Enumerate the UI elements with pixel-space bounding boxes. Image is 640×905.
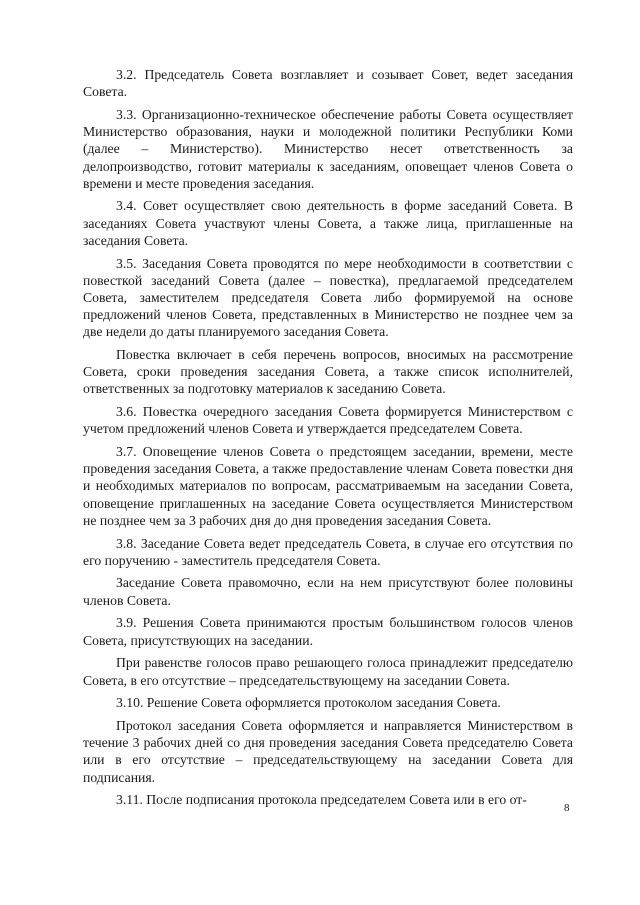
paragraph-3-9: 3.9. Решения Совета принимаются простым большинством голосов членов Совета, присутствующих на заседании. — [83, 615, 573, 648]
paragraph-tie-vote: При равенстве голосов право решающего голоса принадлежит председателю Совета, в его отсутствие – председательствующему на заседании Совета. — [83, 655, 573, 688]
paragraph-3-8: 3.8. Заседание Совета ведет председатель Совета, в случае его отсутствия по его поручению - заместитель председателя Совета. — [83, 535, 573, 568]
paragraph-agenda-contents: Повестка включает в себя перечень вопросов, вносимых на рассмотрение Совета, сроки проведения заседания Совета, а также список исполнителей, ответственных за подготовку материалов к заседанию Совета. — [83, 347, 573, 397]
paragraph-quorum: Заседание Совета правомочно, если на нем присутствуют более половины членов Совета. — [83, 575, 573, 608]
paragraph-3-11: 3.11. После подписания протокола председателем Совета или в его от- — [116, 792, 527, 808]
paragraph-protocol: Протокол заседания Совета оформляется и направляется Министерством в течение 3 рабочих дней со дня проведения заседания Совета председателю Совета или в его отсутствие – председательствующему на заседании Совета для подписания. — [83, 717, 573, 785]
paragraph-3-10: 3.10. Решение Совета оформляется протоколом заседания Совета. — [116, 695, 501, 711]
paragraph-3-3: 3.3. Организационно-техническое обеспечение работы Совета осуществляет Министерство образования, науки и молодежной политики Республики Коми (далее – Министерство). Министерство несет ответственность за делопроизводство, готовит материалы к заседаниям, оповещает членов Совета о времени и месте проведения заседания. — [83, 106, 573, 191]
paragraph-3-2: 3.2. Председатель Совета возглавляет и созывает Совет, ведет заседания Совета. — [83, 67, 573, 100]
paragraph-3-6: 3.6. Повестка очередного заседания Совета формируется Министерством с учетом предложений членов Совета и утверждается председателем Совета. — [83, 404, 573, 437]
page-number: 8 — [564, 802, 570, 814]
document-body — [83, 66, 573, 814]
paragraph-3-4: 3.4. Совет осуществляет свою деятельность в форме заседаний Совета. В заседаниях Совета участвуют члены Совета, а также лица, приглашенные на заседания Совета. — [83, 198, 573, 248]
paragraph-3-7: 3.7. Оповещение членов Совета о предстоящем заседании, времени, месте проведения заседания Совета, а также предоставление членам Совета повестки дня и необходимых материалов по вопросам, рассматриваемым на заседании Совета, оповещение приглашенных на заседание Совета осуществляется Министерством не позднее чем за 3 рабочих дня до дня проведения заседания Совета. — [83, 444, 573, 528]
paragraph-3-5: 3.5. Заседания Совета проводятся по мере необходимости в соответствии с повесткой заседаний Совета (далее – повестка), предлагаемой председателем Совета, заместителем председателя Совета либо формируемой на основе предложений членов Совета, представленных в Министерство не позднее чем за две недели до даты планируемого заседания Совета. — [83, 255, 573, 340]
